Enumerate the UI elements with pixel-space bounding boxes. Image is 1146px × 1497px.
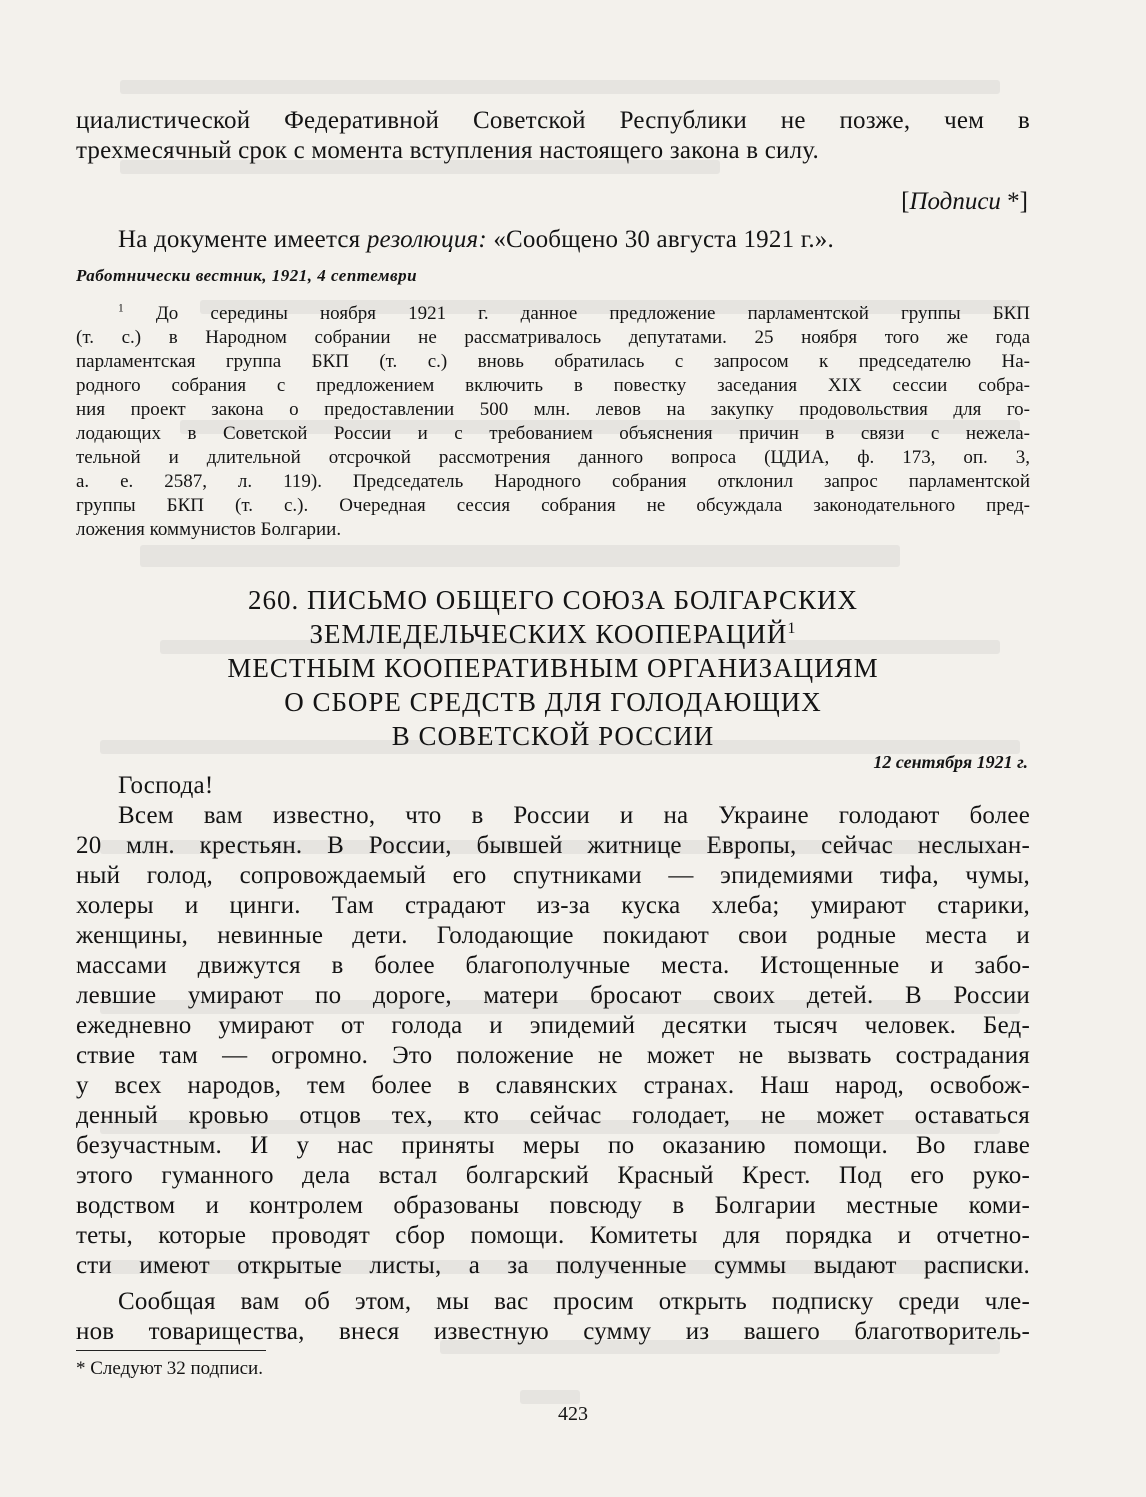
paragraph-1-line: водством и контролем образованы повсюду в Болгарии местные коми-	[76, 1192, 1030, 1219]
resolution-line	[118, 225, 1030, 255]
paragraph-1-line: 20 млн. крестьян. В России, бывшей житнице Европы, сейчас неслыхан-	[76, 832, 1030, 859]
footnote-1-line: лодающих в Советской России и с требованием объяснения причин в связи с нежела-	[76, 423, 1030, 444]
document-title-line: О СБОРЕ СРЕДСТВ ДЛЯ ГОЛОДАЮЩИХ	[284, 687, 822, 717]
continuation-line: трехмесячный срок с момента вступления настоящего закона в силу.	[76, 137, 819, 164]
source-citation: Работнически вестник, 1921, 4 септември	[76, 266, 418, 285]
resolution-prefix: На документе имеется	[118, 226, 367, 253]
signatures-note: [Подписи *]	[901, 188, 1028, 215]
footnote-1-line: (т. с.) в Народном собрании не рассматривалось депутатами. 25 ноября того же года	[76, 327, 1030, 348]
paragraph-1-line: у всех народов, тем более в славянских странах. Наш народ, освобож-	[76, 1072, 1030, 1099]
paragraph-1-line: холеры и цинги. Там страдают из-за куска хлеба; умирают старики,	[76, 892, 1030, 919]
paragraph-1-line: массами движутся в более благополучные места. Истощенные и забо-	[76, 952, 1030, 979]
paragraph-2-line: нов товарищества, внеся известную сумму из вашего благотворитель-	[76, 1318, 1030, 1345]
paragraph-1-line: ежедневно умирают от голода и эпидемий десятки тысяч человек. Бед-	[76, 1012, 1030, 1039]
footnote-1-line: $^1$ До середины ноября 1921 г. данное предложение парламентской группы БКП	[118, 302, 1031, 324]
title-footnote-marker: 1	[787, 619, 797, 637]
paragraph-1-line: левшие умирают по дороге, матери бросают своих детей. В России	[76, 982, 1030, 1009]
greeting: Господа!	[118, 772, 214, 799]
signatures-mark: *]	[1007, 188, 1028, 215]
document-title-line: 260. ПИСЬМО ОБЩЕГО СОЮЗА БОЛГАРСКИХ	[248, 585, 858, 615]
resolution-text: «Сообщено 30 августа 1921 г.».	[486, 226, 834, 253]
footnote-1-line: ложения коммунистов Болгарии.	[76, 519, 342, 540]
paragraph-1-line: ствие там — огромно. Это положение не может не вызвать сострадания	[76, 1042, 1030, 1069]
resolution-word: резолюция:	[366, 226, 487, 253]
footnote-divider	[76, 1350, 266, 1351]
paragraph-1-line: сти имеют открытые листы, а за полученные суммы выдают расписки.	[76, 1252, 1030, 1279]
paragraph-1-line: теты, которые проводят сбор помощи. Комитеты для порядка и отчетно-	[76, 1222, 1030, 1249]
continuation-line: циалистической Федеративной Советской Республики не позже, чем в	[76, 107, 1030, 134]
footnote-1-marker: 1	[118, 302, 124, 315]
footnote-1-line: парламентская группа БКП (т. с.) вновь обратилась с запросом к председателю На-	[76, 351, 1030, 372]
paragraph-1-line: ный голод, сопровождаемый его спутниками — эпидемиями тифа, чумы,	[76, 862, 1030, 889]
footnote-1-line: тельной и длительной отсрочкой рассмотрения данного вопроса (ЦДИА, ф. 173, оп. 3,	[76, 447, 1030, 468]
footnote-1-line: родного собрания с предложением включить в повестку заседания XIX сессии собра-	[76, 375, 1030, 396]
page-number: 423	[558, 1403, 588, 1425]
paragraph-1-line: безучастным. И у нас приняты меры по оказанию помощи. Во главе	[76, 1132, 1030, 1159]
paragraph-2-line: Сообщая вам об этом, мы вас просим открыть подписку среди чле-	[118, 1288, 1030, 1315]
footnote-star: * Следуют 32 подписи.	[76, 1358, 263, 1379]
paragraph-1-line: женщины, невинные дети. Голодающие покидают свои родные места и	[76, 922, 1030, 949]
document-title-line: МЕСТНЫМ КООПЕРАТИВНЫМ ОРГАНИЗАЦИЯМ	[227, 653, 879, 683]
footnote-1-line: группы БКП (т. с.). Очередная сессия собрания не обсуждала законодательного пред-	[76, 495, 1030, 516]
footnote-1-line: ния проект закона о предоставлении 500 млн. левов на закупку продовольствия для го-	[76, 399, 1030, 420]
paragraph-1-line: денный кровью отцов тех, кто сейчас голодает, не может оставаться	[76, 1102, 1030, 1129]
paragraph-1-line: Всем вам известно, что в России и на Украине голодают более	[118, 802, 1030, 829]
paragraph-1-line: этого гуманного дела встал болгарский Красный Крест. Под его руко-	[76, 1162, 1030, 1189]
signatures-label: Подписи	[909, 188, 1001, 215]
document-date: 12 сентября 1921 г.	[873, 752, 1028, 772]
document-title-line: В СОВЕТСКОЙ РОССИИ	[391, 721, 715, 751]
footnote-1-line: а. е. 2587, л. 119). Председатель Народного собрания отклонил запрос парламентской	[76, 471, 1030, 492]
document-title-line: ЗЕМЛЕДЕЛЬЧЕСКИХ КООПЕРАЦИЙ$^1$	[309, 619, 797, 649]
